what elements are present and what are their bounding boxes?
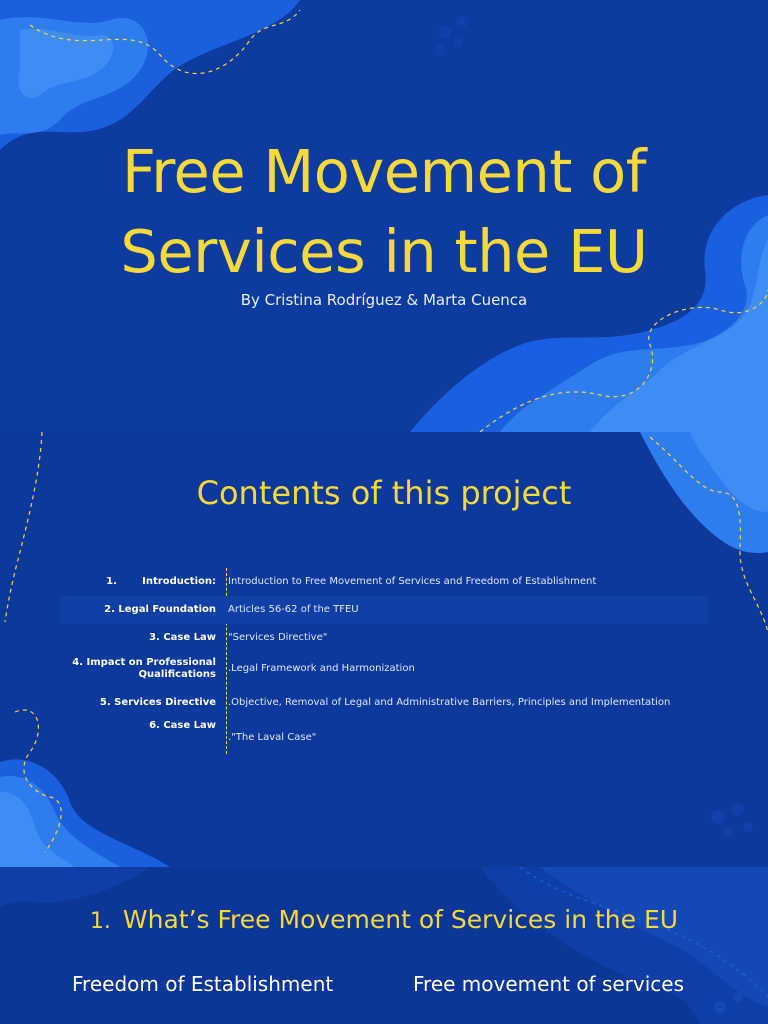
table-of-contents (60, 568, 708, 750)
toc-description: .Legal Framework and Harmonization (228, 663, 415, 674)
toc-description: "Services Directive" (228, 632, 328, 643)
contents-slide (0, 432, 768, 867)
toc-description: Articles 56-62 of the TFEU (228, 604, 359, 615)
section-heading (0, 905, 768, 934)
title-slide (0, 0, 768, 432)
toc-description: ."The Laval Case" (228, 732, 317, 743)
toc-row (60, 720, 708, 750)
toc-description: .Objective, Removal of Legal and Administrative Barriers, Principles and Implementation (228, 697, 671, 708)
toc-row (60, 596, 708, 624)
title-line-1: Free Movement of (121, 137, 647, 206)
toc-term: 3. Case Law (149, 632, 216, 643)
toc-term: 5. Services Directive (99, 697, 216, 708)
author-byline: By Cristina Rodríguez & Marta Cuenca (240, 291, 528, 309)
column-heading-services: Free movement of services (413, 972, 685, 996)
toc-term: 6. Case Law (149, 720, 216, 731)
toc-row (60, 652, 708, 686)
section-title: What’s Free Movement of Services in the EU (122, 905, 679, 934)
presentation-title (0, 132, 768, 292)
toc-row (60, 686, 708, 720)
toc-term: 4. Impact on Professional Qualifications (72, 657, 216, 680)
toc-row (60, 624, 708, 652)
toc-description: Introduction to Free Movement of Services and Freedom of Establishment (228, 576, 597, 587)
contents-heading: Contents of this project (196, 474, 572, 512)
title-line-2: Services in the EU (120, 217, 648, 286)
toc-term: 2. Legal Foundation (104, 604, 216, 615)
section-slide (0, 867, 768, 1024)
toc-term (60, 576, 222, 588)
column-heading-establishment: Freedom of Establishment (72, 972, 334, 996)
section-slide-decoration (0, 867, 768, 1024)
toc-number: 1. (106, 576, 117, 587)
toc-term-label: Introduction: (142, 576, 216, 587)
section-number: 1. (89, 909, 111, 934)
toc-row (60, 568, 708, 596)
